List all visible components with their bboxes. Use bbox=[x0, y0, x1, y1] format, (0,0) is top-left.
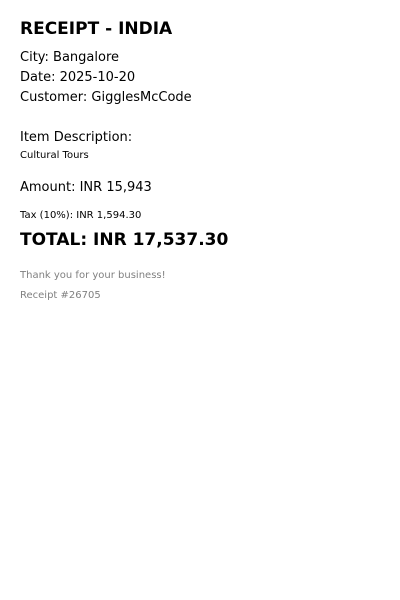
customer-line: Customer: GigglesMcCode bbox=[20, 90, 192, 105]
receipt-title: RECEIPT - INDIA bbox=[20, 19, 173, 39]
thank-you-note: Thank you for your business! bbox=[20, 270, 166, 281]
total-line: TOTAL: INR 17,537.30 bbox=[20, 230, 229, 250]
tax-line: Tax (10%): INR 1,594.30 bbox=[20, 210, 142, 221]
item-description-label: Item Description: bbox=[20, 130, 133, 145]
amount-line: Amount: INR 15,943 bbox=[20, 180, 152, 195]
receipt-number: Receipt #26705 bbox=[20, 290, 101, 301]
city-line: City: Bangalore bbox=[20, 50, 120, 65]
date-line: Date: 2025-10-20 bbox=[20, 70, 136, 85]
item-description-value: Cultural Tours bbox=[20, 150, 89, 161]
